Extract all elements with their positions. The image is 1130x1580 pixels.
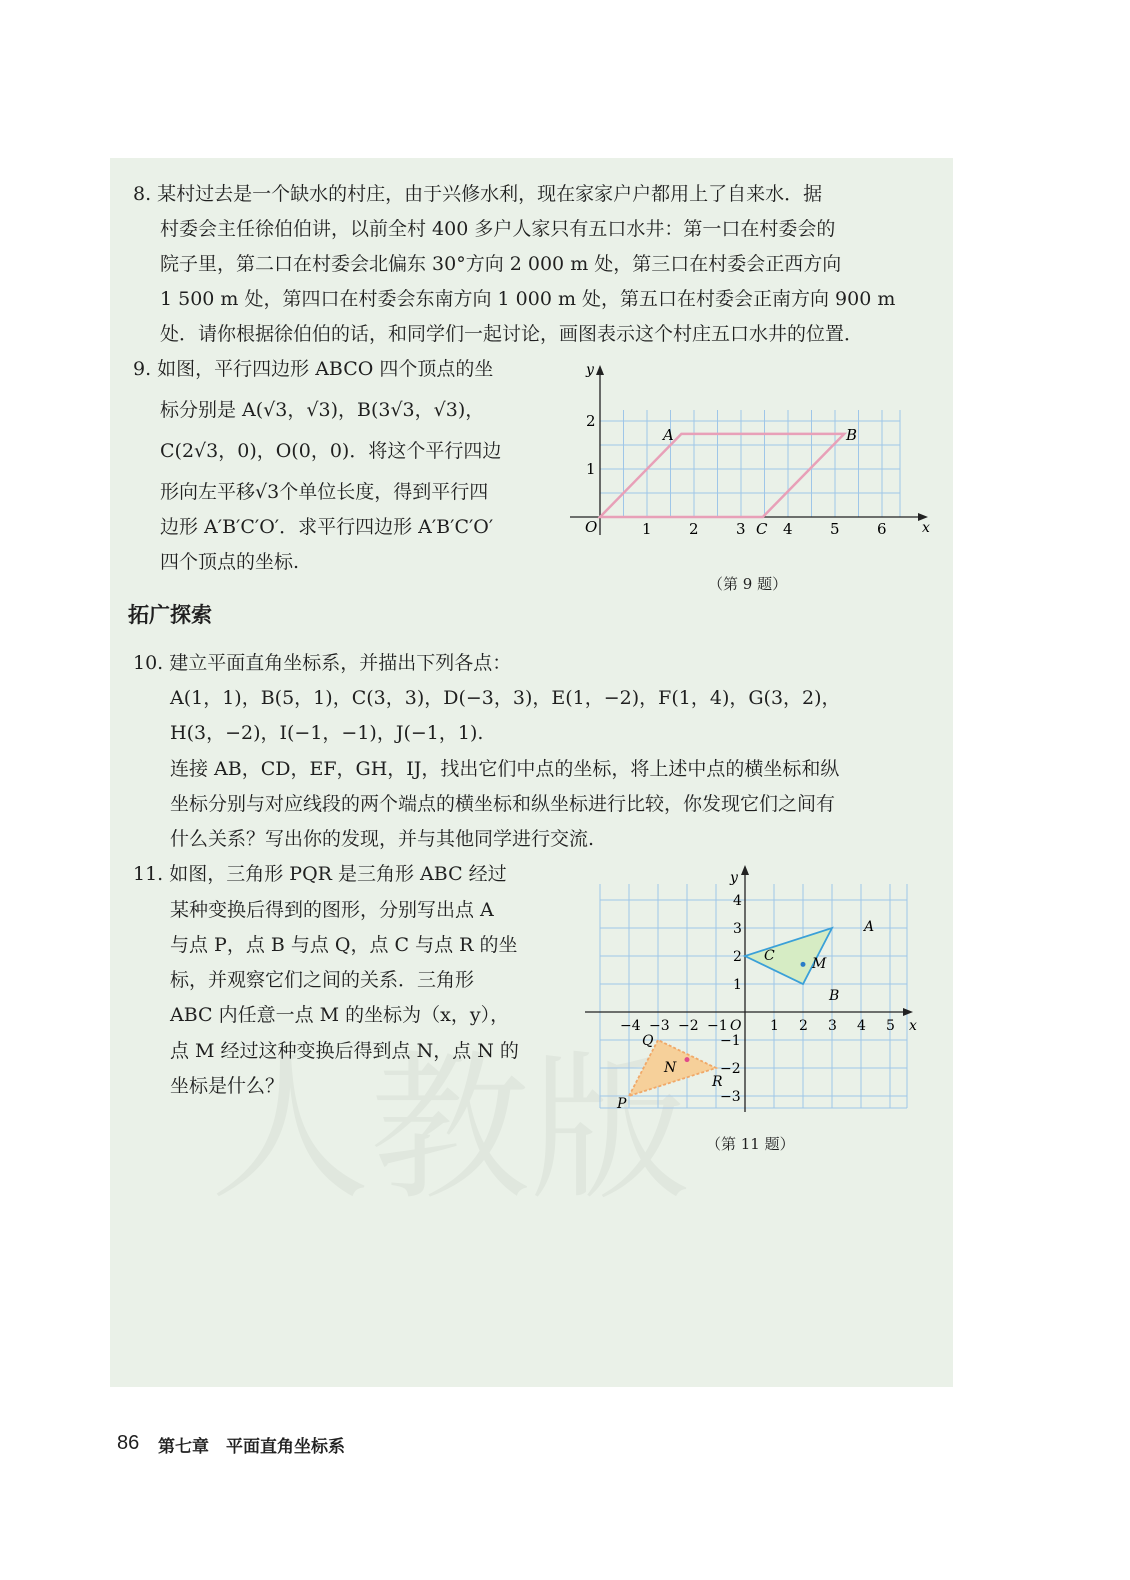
q11-line-5: ABC 内任意一点 M 的坐标为（x，y）， (170, 1004, 510, 1026)
fig11-x-tick-1: 1 (770, 1018, 779, 1034)
fig11-point-label-r: R (712, 1074, 723, 1090)
fig9-x-tick-3: 3 (736, 520, 746, 538)
fig9-x-axis-label: x (922, 520, 930, 536)
q9-line-6: 四个顶点的坐标. (160, 551, 300, 573)
page-number: 86 (117, 1432, 140, 1454)
q10-line-3: H(3，−2)，I(−1，−1)，J(−1，1). (170, 722, 484, 744)
fig11-point-label-b: B (829, 988, 840, 1004)
fig11-x-tick-5: 5 (886, 1018, 895, 1034)
q10-line-1: 10. 建立平面直角坐标系，并描出下列各点： (133, 652, 512, 674)
fig11-point-label-p: P (617, 1096, 627, 1112)
fig9-y-tick-1: 1 (586, 460, 596, 478)
fig11-x-arrow (903, 1008, 913, 1016)
fig11-origin-label: O (730, 1018, 742, 1034)
fig11-point-label-a: A (864, 919, 875, 935)
q9-line-3: C(2√3，0)，O(0，0)．将这个平行四边 (160, 440, 502, 462)
fig11-y-arrow (741, 865, 749, 875)
fig9-x-tick-6: 6 (877, 520, 887, 538)
q10-line-4: 连接 AB，CD，EF，GH，IJ，找出它们中点的坐标，将上述中点的横坐标和纵 (170, 758, 840, 780)
fig9-caption: （第 9 题） (708, 575, 788, 593)
q11-line-4: 标，并观察它们之间的关系．三角形 (170, 969, 475, 991)
fig11-x-tick-neg4: −4 (620, 1018, 641, 1034)
section-title: 拓广探索 (128, 603, 212, 627)
fig11-y-tick-neg1: −1 (720, 1033, 741, 1049)
fig11-y-tick-neg3: −3 (720, 1089, 741, 1105)
fig11-point-label-n: N (664, 1060, 677, 1076)
fig9-y-axis-label: y (586, 362, 594, 378)
q8-line-4: 1 500 m 处，第四口在村委会东南方向 1 000 m 处，第五口在村委会正南方向 900 m (160, 288, 896, 310)
q10-line-2: A(1，1)，B(5，1)，C(3，3)，D(−3，3)，E(1，−2)，F(1，4)，G(3，2)， (170, 687, 841, 709)
q11-line-1: 11. 如图，三角形 PQR 是三角形 ABC 经过 (133, 863, 507, 885)
fig11-y-tick-1: 1 (733, 977, 742, 993)
q8-line-2: 村委会主任徐伯伯讲，以前全村 400 多户人家只有五口水井：第一口在村委会的 (160, 218, 836, 240)
q9-line-5: 边形 A′B′C′O′．求平行四边形 A′B′C′O′ (160, 516, 494, 538)
chapter-title: 第七章 平面直角坐标系 (158, 1437, 345, 1457)
fig11-y-axis-label: y (730, 870, 738, 886)
fig9-parallelogram (600, 434, 844, 517)
fig11-point-m-dot (801, 962, 806, 967)
fig11-y-tick-neg2: −2 (720, 1061, 741, 1077)
q9-line-2: 标分别是 A(√3，√3)，B(3√3，√3)， (160, 399, 485, 421)
fig11-y-tick-2: 2 (733, 949, 742, 965)
fig11-x-tick-neg3: −3 (649, 1018, 670, 1034)
fig11-x-tick-neg1: −1 (707, 1018, 728, 1034)
fig9-point-label-a: A (663, 426, 674, 444)
fig11-point-label-q: Q (642, 1033, 654, 1049)
fig11-x-tick-4: 4 (857, 1018, 866, 1034)
q8-line-3: 院子里，第二口在村委会北偏东 30°方向 2 000 m 处，第三口在村委会正西方向 (160, 253, 842, 275)
fig11-x-tick-neg2: −2 (678, 1018, 699, 1034)
fig11-point-n-dot (685, 1057, 690, 1062)
fig9-x-tick-2: 2 (689, 520, 699, 538)
q11-line-3: 与点 P，点 B 与点 Q，点 C 与点 R 的坐 (170, 934, 518, 956)
q11-line-6: 点 M 经过这种变换后得到点 N，点 N 的 (170, 1040, 519, 1062)
fig11-x-tick-3: 3 (828, 1018, 837, 1034)
q8-line-5: 处．请你根据徐伯伯的话，和同学们一起讨论，画图表示这个村庄五口水井的位置． (160, 323, 864, 345)
fig9-x-tick-5: 5 (830, 520, 840, 538)
q9-line-4: 形向左平移√3个单位长度，得到平行四 (160, 481, 489, 503)
q9-line-1: 9. 如图，平行四边形 ABCO 四个顶点的坐 (133, 358, 494, 380)
q11-line-2: 某种变换后得到的图形，分别写出点 A (170, 899, 494, 921)
fig9-y-tick-2: 2 (586, 412, 596, 430)
fig9-point-label-b: B (846, 426, 858, 444)
q11-line-7: 坐标是什么？ (170, 1075, 285, 1097)
fig11-x-axis-label: x (909, 1018, 917, 1034)
q10-line-6: 什么关系？写出你的发现，并与其他同学进行交流. (170, 828, 595, 850)
fig11-y-tick-3: 3 (733, 921, 742, 937)
fig9-y-arrow (596, 365, 604, 375)
figure-9 (560, 360, 940, 540)
q10-line-5: 坐标分别与对应线段的两个端点的横坐标和纵坐标进行比较，你发现它们之间有 (170, 793, 836, 815)
fig9-point-label-c: C (756, 520, 768, 538)
fig9-origin-label: O (585, 518, 598, 536)
fig9-x-tick-4: 4 (783, 520, 793, 538)
fig11-point-label-m: M (812, 956, 827, 972)
fig11-caption: （第 11 题） (706, 1135, 795, 1153)
fig11-y-tick-4: 4 (733, 893, 742, 909)
fig11-x-tick-2: 2 (799, 1018, 808, 1034)
fig9-x-tick-1: 1 (642, 520, 652, 538)
q8-line-1: 8. 某村过去是一个缺水的村庄，由于兴修水利，现在家家户户都用上了自来水．据 (133, 183, 823, 205)
fig11-point-label-c: C (764, 948, 775, 964)
figure-11 (580, 860, 920, 1120)
